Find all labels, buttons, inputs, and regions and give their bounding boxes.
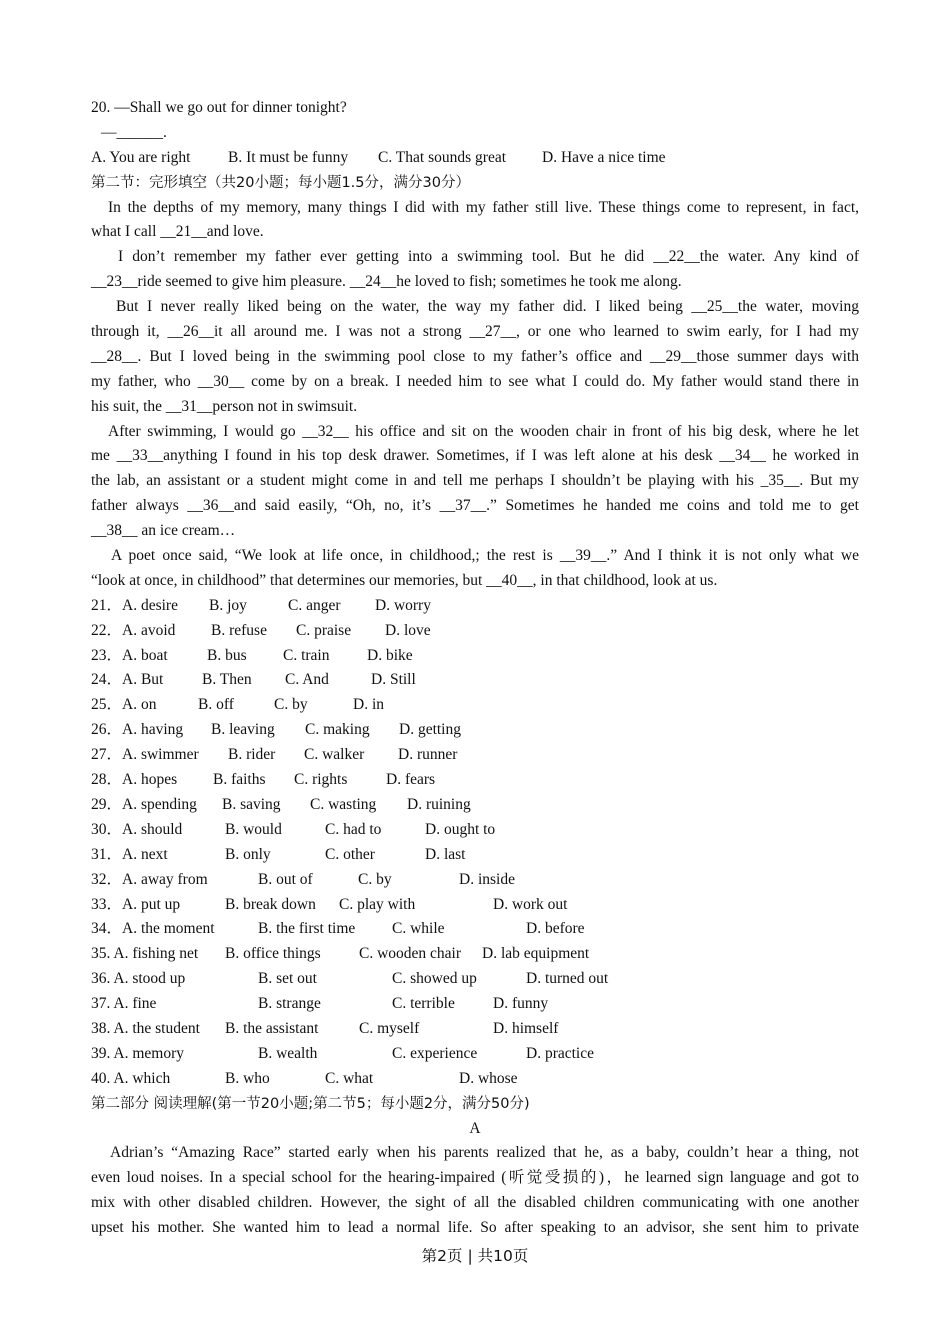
cloze-option-a[interactable]: 26．A. having — [91, 721, 184, 739]
cloze-option-b[interactable]: B. joy — [209, 596, 247, 614]
cloze-option-c[interactable]: C. praise — [296, 621, 352, 639]
cloze-line: __38__ an ice cream… — [91, 522, 236, 540]
cloze-option-a[interactable]: 36. A. stood up — [91, 970, 186, 988]
cloze-option-row — [91, 992, 859, 1017]
exam-page — [91, 96, 859, 1241]
cloze-line: A poet once said, “We look at life once, in childhood,; the rest is __39__.” And I think it is not only what we — [111, 547, 859, 565]
cloze-option-a[interactable]: 30．A. should — [91, 820, 183, 838]
reading-passage-a — [91, 1141, 859, 1241]
cloze-option-a[interactable]: 25．A. on — [91, 696, 157, 714]
cloze-option-c[interactable]: C. experience — [392, 1044, 478, 1062]
cloze-option-a[interactable]: 22．A. avoid — [91, 621, 176, 639]
section2-title: 第二节：完形填空（共20小题；每小题1.5分，满分30分） — [91, 174, 470, 191]
cloze-option-b[interactable]: B. bus — [207, 646, 247, 664]
cloze-option-d[interactable]: D. practice — [526, 1044, 594, 1062]
cloze-option-c[interactable]: C. terrible — [392, 995, 455, 1013]
cloze-option-d[interactable]: D. fears — [386, 771, 436, 789]
cloze-option-c[interactable]: C. train — [283, 646, 330, 664]
cloze-option-c[interactable]: C. while — [392, 920, 445, 938]
cloze-option-b[interactable]: B. who — [225, 1069, 270, 1087]
q20-reply: —______. — [101, 123, 167, 141]
cloze-option-row — [91, 868, 859, 893]
cloze-option-b[interactable]: B. the assistant — [225, 1019, 319, 1037]
cloze-option-row — [91, 793, 859, 818]
cloze-option-d[interactable]: D. ruining — [407, 795, 471, 813]
cloze-option-b[interactable]: B. would — [225, 820, 282, 838]
passage-line: mix with other disabled children. However, the sight of all the disabled children communicating with one another — [91, 1194, 859, 1212]
part2-title: 第二部分 阅读理解(第一节20小题;第二节5；每小题2分，满分50分) — [91, 1095, 530, 1112]
cloze-option-d[interactable]: D. lab equipment — [482, 945, 590, 963]
cloze-option-c[interactable]: C. And — [285, 671, 329, 689]
cloze-line: After swimming, I would go __32__ his office and sit on the wooden chair in front of his big desk, where he let — [108, 422, 859, 440]
cloze-option-b[interactable]: B. strange — [258, 995, 321, 1013]
cloze-option-row — [91, 1067, 859, 1092]
cloze-option-c[interactable]: C. rights — [294, 771, 348, 789]
cloze-option-c[interactable]: C. by — [274, 696, 308, 714]
cloze-option-a[interactable]: 21．A. desire — [91, 596, 178, 614]
cloze-option-d[interactable]: D. inside — [459, 870, 515, 888]
cloze-line: In the depths of my memory, many things I did with my father still live. These things come to represent, in fact, — [108, 198, 859, 216]
cloze-option-a[interactable]: 37. A. fine — [91, 995, 157, 1013]
cloze-option-b[interactable]: B. set out — [258, 970, 317, 988]
cloze-line: my father, who __30__ come by on a break. I needed him to see what I could do. My father would stand there in — [91, 372, 859, 390]
cloze-option-row — [91, 644, 859, 669]
cloze-option-b[interactable]: B. only — [225, 845, 271, 863]
cloze-option-c[interactable]: C. anger — [288, 596, 341, 614]
cloze-line: __28__. But I loved being in the swimming pool close to my father’s office and __29__those summer days with — [91, 347, 859, 365]
cloze-option-row — [91, 818, 859, 843]
q20-option-c[interactable]: C. That sounds great — [378, 148, 507, 166]
cloze-option-a[interactable]: 29．A. spending — [91, 795, 197, 813]
cloze-option-c[interactable]: C. wasting — [310, 795, 377, 813]
cloze-option-a[interactable]: 28．A. hopes — [91, 771, 178, 789]
passage-line: Adrian’s “Amazing Race” started early when his parents realized that he, as a baby, couldn’t hear a thing, not — [110, 1144, 859, 1162]
cloze-line: through it, __26__it all around me. I was not a strong __27__, or one who learned to swim early, for I had my — [91, 323, 859, 341]
cloze-option-b[interactable]: B. office things — [225, 945, 321, 963]
cloze-option-row — [91, 594, 859, 619]
cloze-option-a[interactable]: 31．A. next — [91, 845, 168, 863]
cloze-option-a[interactable]: 23．A. boat — [91, 646, 168, 664]
cloze-option-row — [91, 619, 859, 644]
cloze-option-c[interactable]: C. what — [325, 1069, 374, 1087]
q20-option-d[interactable]: D. Have a nice time — [542, 148, 666, 166]
passage-line: upset his mother. She wanted him to lead a normal life. So after speaking to an advisor, she sent him to private — [91, 1219, 859, 1237]
cloze-option-row — [91, 768, 859, 793]
cloze-line: But I never really liked being on the water, the way my father did. I liked being __25__the water, moving — [116, 298, 859, 316]
cloze-option-d[interactable]: D. love — [385, 621, 431, 639]
cloze-option-d[interactable]: D. ought to — [425, 820, 496, 838]
passage-line: even loud noises. In a special school for the hearing-impaired (听觉受损的)，he learned sign language and got to — [91, 1169, 859, 1187]
cloze-option-b[interactable]: B. leaving — [211, 721, 275, 739]
cloze-option-a[interactable]: 27．A. swimmer — [91, 746, 199, 764]
cloze-option-row — [91, 917, 859, 942]
cloze-option-b[interactable]: B. out of — [258, 870, 313, 888]
passage-label: A — [469, 1119, 481, 1137]
cloze-option-d[interactable]: D. turned out — [526, 970, 609, 988]
cloze-option-b[interactable]: B. the first time — [258, 920, 356, 938]
cloze-line: what I call __21__and love. — [91, 223, 264, 241]
cloze-option-a[interactable]: 35. A. fishing net — [91, 945, 199, 963]
cloze-option-d[interactable]: D. getting — [399, 721, 461, 739]
cloze-option-a[interactable]: 32．A. away from — [91, 870, 208, 888]
q20-stem: 20. —Shall we go out for dinner tonight? — [91, 99, 347, 116]
cloze-option-row — [91, 843, 859, 868]
cloze-option-c[interactable]: C. play with — [339, 895, 416, 913]
cloze-option-c[interactable]: C. showed up — [392, 970, 477, 988]
cloze-option-c[interactable]: C. walker — [304, 746, 365, 764]
q20-options — [91, 146, 859, 171]
cloze-option-a[interactable]: 33．A. put up — [91, 895, 181, 913]
cloze-option-d[interactable]: D. worry — [375, 596, 431, 614]
cloze-option-a[interactable]: 34．A. the moment — [91, 920, 215, 938]
cloze-option-c[interactable]: C. by — [358, 870, 392, 888]
cloze-option-d[interactable]: D. before — [526, 920, 585, 938]
cloze-line: __23__ride seemed to give him pleasure. __24__he loved to fish; sometimes he took me along. — [91, 273, 682, 291]
cloze-option-row — [91, 893, 859, 918]
cloze-option-b[interactable]: B. rider — [228, 746, 276, 764]
cloze-option-d[interactable]: D. funny — [493, 995, 549, 1013]
cloze-option-a[interactable]: 39. A. memory — [91, 1044, 184, 1062]
cloze-line: his suit, the __31__person not in swimsuit. — [91, 397, 358, 415]
cloze-option-row — [91, 743, 859, 768]
cloze-option-c[interactable]: C. making — [305, 721, 370, 739]
cloze-option-b[interactable]: B. Then — [202, 671, 252, 689]
cloze-option-b[interactable]: B. off — [198, 696, 234, 714]
page-footer: 第2页 | 共10页 — [421, 1247, 529, 1265]
q20-option-a[interactable]: A. You are right — [91, 148, 191, 166]
cloze-option-d[interactable]: D. last — [425, 845, 466, 863]
cloze-option-b[interactable]: B. wealth — [258, 1044, 318, 1062]
cloze-option-row — [91, 668, 859, 693]
cloze-option-a[interactable]: 24．A. But — [91, 671, 164, 689]
cloze-option-c[interactable]: C. other — [325, 845, 375, 863]
cloze-option-b[interactable]: B. break down — [225, 895, 316, 913]
cloze-line: the lab, an assistant or a student might come in and tell me perhaps I shouldn’t be playing with his _35__. But my — [91, 472, 859, 490]
cloze-option-b[interactable]: B. faiths — [213, 771, 266, 789]
cloze-option-row — [91, 718, 859, 743]
cloze-option-row — [91, 967, 859, 992]
cloze-option-d[interactable]: D. runner — [398, 746, 458, 764]
cloze-option-row — [91, 942, 859, 967]
cloze-line: me __33__anything I found in his top desk drawer. Sometimes, if I was left alone at his desk __34__ he worked in — [91, 447, 859, 465]
cloze-line: I don’t remember my father ever getting into a swimming tool. But he did __22__the water. Any kind of — [118, 248, 859, 266]
cloze-option-d[interactable]: D. Still — [371, 671, 416, 689]
cloze-option-c[interactable]: C. myself — [359, 1019, 420, 1037]
cloze-option-d[interactable]: D. himself — [493, 1019, 559, 1037]
cloze-option-b[interactable]: B. refuse — [211, 621, 267, 639]
cloze-option-b[interactable]: B. saving — [222, 795, 281, 813]
cloze-option-row — [91, 1042, 859, 1067]
cloze-option-a[interactable]: 40. A. which — [91, 1069, 171, 1087]
cloze-line: “look at once, in childhood” that determines our memories, but __40__, in that childhood, look at us. — [91, 571, 718, 589]
cloze-options — [91, 594, 859, 1092]
cloze-option-row — [91, 1017, 859, 1042]
cloze-line: father always __36__and said easily, “Oh, no, it’s __37__.” Sometimes he handed me coins and told me to get — [91, 497, 859, 515]
q20-option-b[interactable]: B. It must be funny — [228, 148, 349, 166]
cloze-option-c[interactable]: C. had to — [325, 820, 382, 838]
cloze-option-row — [91, 693, 859, 718]
cloze-option-c[interactable]: C. wooden chair — [359, 945, 462, 963]
cloze-option-d[interactable]: D. bike — [367, 646, 413, 664]
cloze-option-a[interactable]: 38. A. the student — [91, 1019, 200, 1037]
cloze-option-d[interactable]: D. in — [353, 696, 384, 714]
cloze-passage — [91, 196, 859, 594]
cloze-option-d[interactable]: D. work out — [493, 895, 568, 913]
cloze-option-d[interactable]: D. whose — [459, 1069, 518, 1087]
